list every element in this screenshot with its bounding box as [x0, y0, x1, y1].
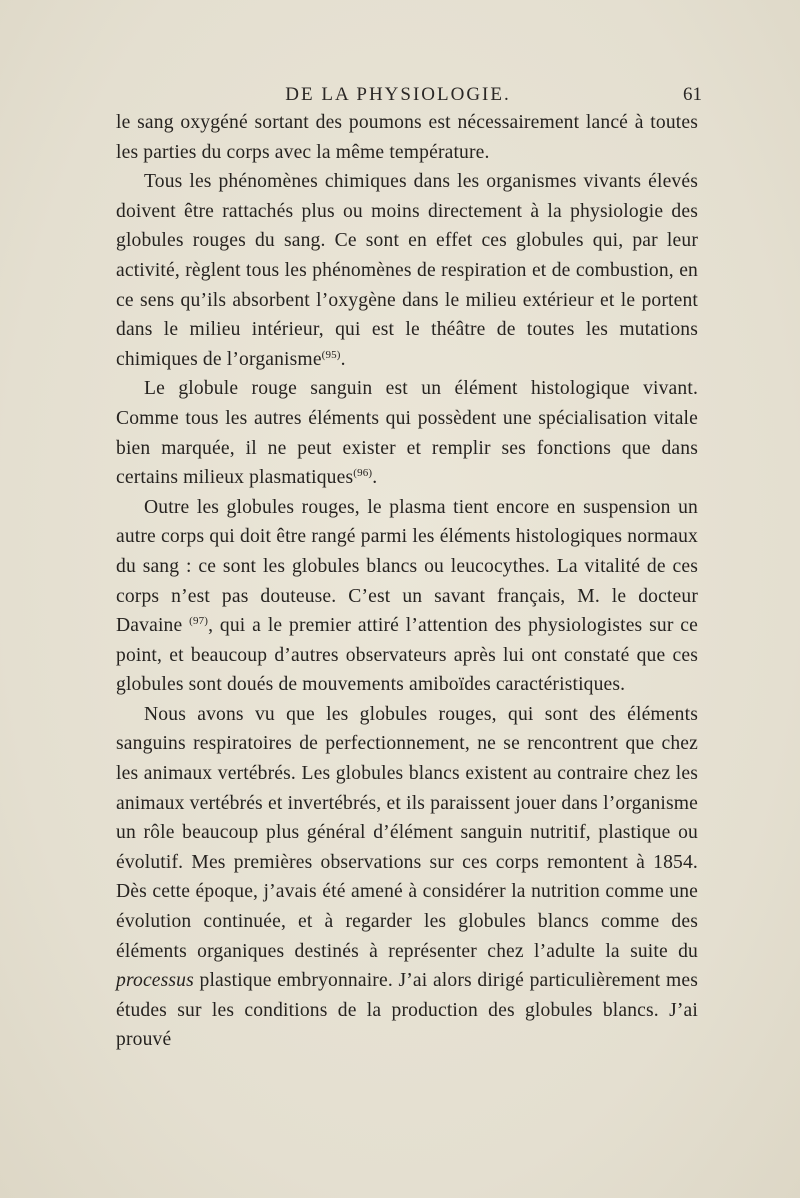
footnote-ref: (96) — [353, 467, 373, 480]
paragraph — [116, 374, 698, 492]
paragraph-text: le sang oxygéné sortant des poumons est nécessairement lancé à toutes les parties du corps avec la même température. — [116, 112, 698, 163]
paragraph-text: Tous les phénomènes chimiques dans les organismes vivants élevés doivent être rattachés plus ou moins directement à la physiologie des globules rouges du sang. Ce sont en effet ces globules qui, par leur activité, règlent tous les phénomènes de respiration et de combustion, en ce sens qu’ils absorbent l’oxygène dans le milieu extérieur et le portent dans le milieu intérieur, qui est le théâtre de toutes les mutations chimiques de l’organisme — [116, 171, 698, 370]
running-title: DE LA PHYSIOLOGIE. — [285, 84, 511, 105]
paragraph-text: Outre les globules rouges, le plasma tient encore en suspension un autre corps qui doit être rangé parmi les éléments histologiques normaux du sang : ce sont les globules blancs ou leucocythes. La vitalité de ces corps n’est pas douteuse. C’est un savant français, M. le docteur Davaine — [116, 496, 698, 637]
paragraph-text-tail: . — [340, 348, 346, 370]
paragraph-text-tail: plastique embryonnaire. J’ai alors dirigé particulièrement mes études sur les conditions de la production des globules blancs. J’ai prouvé — [116, 970, 698, 1051]
body-text — [116, 108, 698, 1055]
italic-term: processus — [116, 970, 194, 992]
paragraph — [116, 167, 698, 374]
paragraph-text: Nous avons vu que les globules rouges, qui sont des éléments sanguins respiratoires de perfectionnement, ne se rencontrent que chez les animaux vertébrés. Les globules blancs existent au contraire chez les animaux vertébrés et invertébrés, et ils paraissent jouer dans l’organisme un rôle beaucoup plus général d’élément sanguin nutritif, plastique ou évolutif. Mes premières observations sur ces corps remontent à 1854. Dès cette époque, j’avais été amené à considérer la nutrition comme une évolution continuée, et à regarder les globules blancs comme des éléments organiques destinés à représenter chez l’adulte la suite du — [116, 703, 698, 962]
paragraph — [116, 700, 698, 1055]
footnote-ref: (95) — [321, 348, 341, 361]
paragraph — [116, 493, 698, 700]
paragraph-text-tail: . — [372, 467, 378, 489]
paragraph-text-tail: , qui a le premier attiré l’attention des physiologistes sur ce point, et beaucoup d’autres observateurs après lui ont constaté que ces globules sont doués de mouvements amiboïdes caractéristiques. — [116, 615, 698, 696]
page-number: 61 — [683, 84, 702, 105]
paragraph-text: Le globule rouge sanguin est un élément histologique vivant. Comme tous les autres éléments qui possèdent une spécialisation vitale bien marquée, il ne peut exister et remplir ses fonctions que dans certains milieux plasmatiques — [116, 378, 698, 489]
footnote-ref: (97) — [189, 615, 209, 628]
paragraph-continued — [116, 108, 698, 167]
